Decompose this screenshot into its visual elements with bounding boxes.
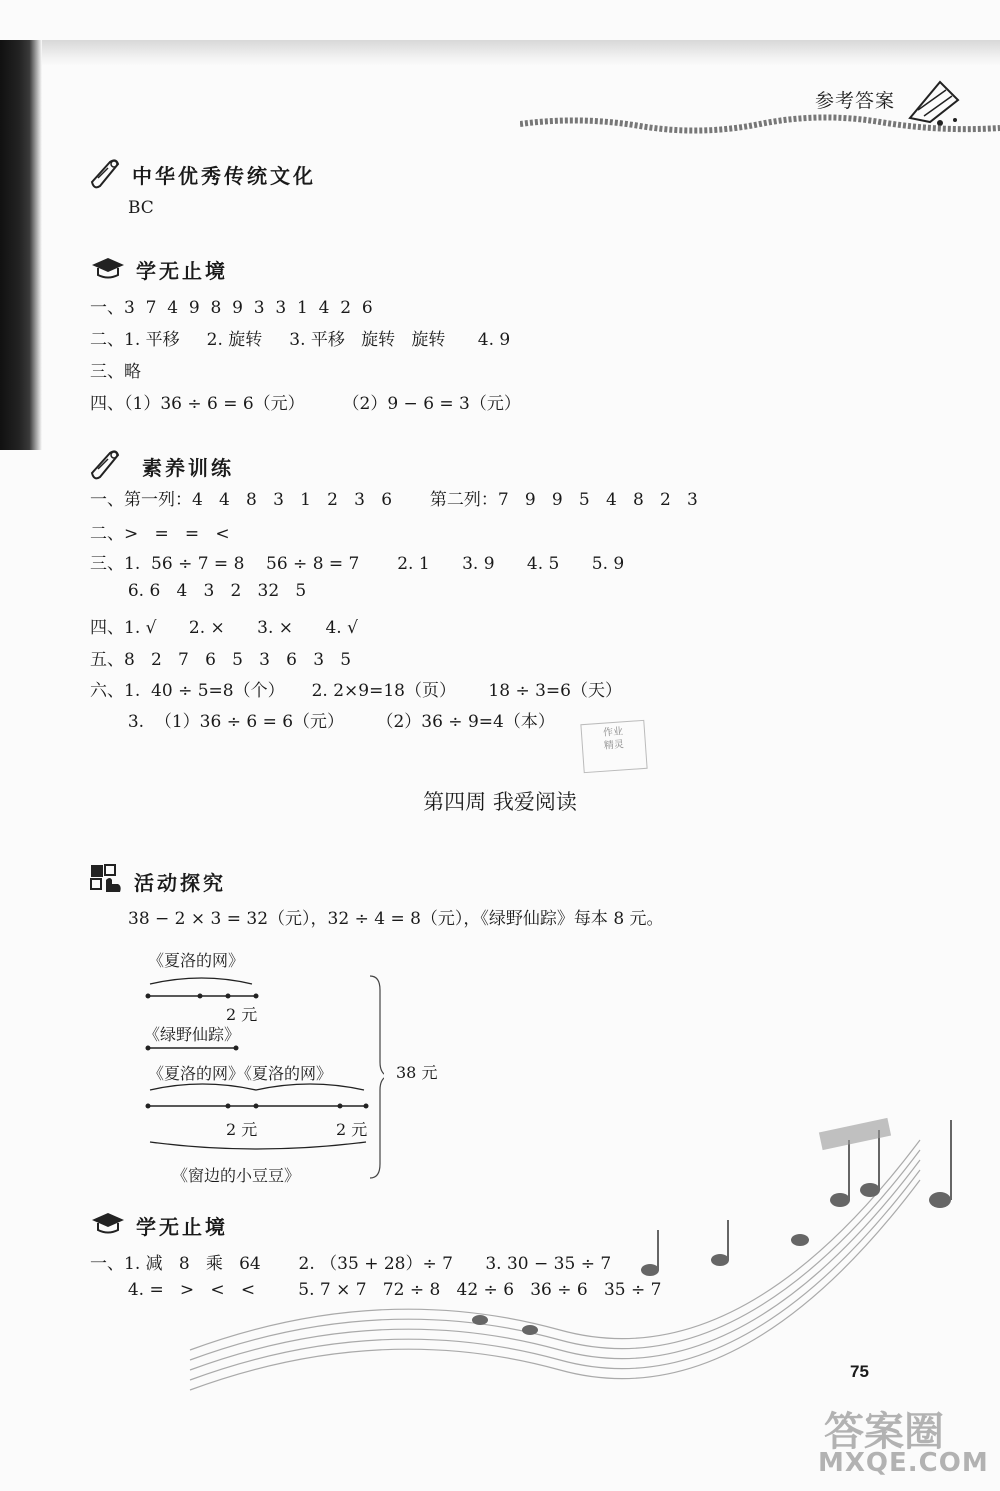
- diagram-diff-book3-a: 2 元: [226, 1120, 258, 1139]
- header-wave-decoration: [520, 110, 1000, 140]
- diagram-diff-book3-b: 2 元: [336, 1120, 368, 1139]
- study1-line-4: 四、（1）36 ÷ 6 = 6（元） （2）9 − 6 = 3（元）: [90, 394, 521, 414]
- training-line-1: 一、第一列：4 4 8 3 1 2 3 6 第二列：7 9 9 5 4 8 2 3: [90, 490, 698, 510]
- training-line-7: 六、1. 40 ÷ 5=8（个） 2. 2×9=18（页） 18 ÷ 3=6（天）: [90, 681, 622, 701]
- stamp-text-2: 精灵: [603, 739, 625, 752]
- watermark-url: MXQE.COM: [818, 1448, 989, 1478]
- reference-answers-label: 参考答案: [814, 90, 895, 112]
- brace-book3: [150, 1084, 364, 1090]
- diagram-label-book2: 《绿野仙踪》: [144, 1025, 241, 1044]
- brace-book1: [150, 978, 252, 984]
- training-line-3: 三、1. 56 ÷ 7 = 8 56 ÷ 8 = 7 2. 1 3. 9 4. 5 5. 9: [90, 554, 625, 574]
- scroll-icon: [88, 156, 122, 190]
- training-line-2: 二、> = = <: [90, 524, 230, 544]
- study2-line-2: 4. = > < < 5. 7 × 7 72 ÷ 8 42 ÷ 6 36 ÷ 6 35 ÷ 7: [90, 1280, 662, 1300]
- watermark-logo: 答案圈: [824, 1409, 944, 1455]
- puzzle-hand-icon: [88, 862, 124, 894]
- scroll-icon: [88, 447, 122, 481]
- section-title-study-1: 学无止境: [136, 259, 228, 283]
- section-title-culture: 中华优秀传统文化: [132, 164, 316, 188]
- section-title-activity: 活动探究: [134, 871, 226, 895]
- study2-line-1: 一、1. 减 8 乘 64 2. （35 + 28）÷ 7 3. 30 − 35 ÷ 7: [90, 1254, 612, 1274]
- study1-line-2: 二、1. 平移 2. 旋转 3. 平移 旋转 旋转 4. 9: [90, 330, 511, 350]
- training-line-6: 五、8 2 7 6 5 3 6 3 5: [90, 650, 352, 670]
- stamp-text-1: 作业: [602, 726, 624, 739]
- culture-answer: BC: [128, 198, 154, 218]
- week-heading: 第四周 我爱阅读: [423, 790, 577, 814]
- diagram-label-book1: 《夏洛的网》: [148, 951, 245, 970]
- page-spine-shadow: [0, 40, 42, 450]
- section-title-study-2: 学无止境: [136, 1215, 228, 1239]
- section-title-training: 素养训练: [142, 456, 234, 480]
- diagram-label-book3: 《夏洛的网》《夏洛的网》: [148, 1064, 333, 1083]
- training-line-4: 6. 6 4 3 2 32 5: [90, 581, 307, 601]
- study1-line-1: 一、3 7 4 9 8 9 3 3 1 4 2 6: [90, 298, 373, 318]
- training-line-5: 四、1. √ 2. × 3. × 4. √: [90, 618, 358, 638]
- diagram-total: 38 元: [396, 1063, 438, 1082]
- study1-line-3: 三、略: [90, 362, 141, 382]
- graduation-cap-icon: [90, 255, 126, 281]
- graduation-cap-icon: [90, 1210, 126, 1236]
- diagram-diff-book1: 2 元: [226, 1005, 258, 1024]
- diagram-label-book4: 《窗边的小豆豆》: [172, 1166, 301, 1185]
- homework-stamp: [580, 720, 647, 773]
- top-scan-band: [42, 40, 1000, 66]
- page-number: 75: [850, 1362, 869, 1381]
- training-line-8: 3. （1）36 ÷ 6 = 6（元） （2）36 ÷ 9=4（本）: [90, 712, 555, 732]
- activity-solution: 38 − 2 × 3 = 32（元），32 ÷ 4 = 8（元），《绿野仙踪》每本 8 元。: [128, 909, 664, 929]
